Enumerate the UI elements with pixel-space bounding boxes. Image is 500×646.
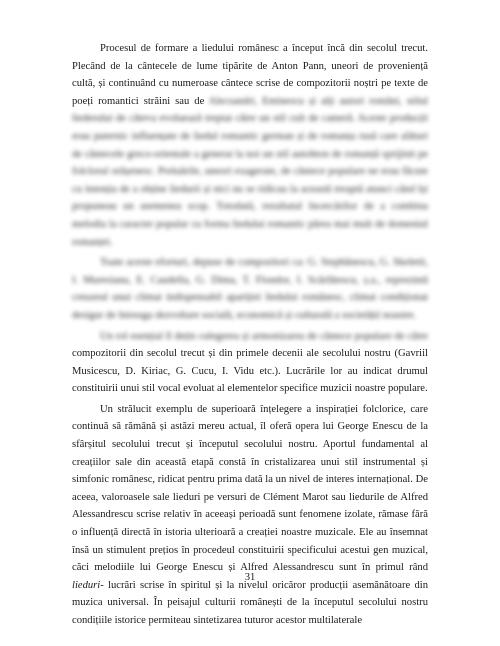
page-number: 31 <box>244 572 256 583</box>
paragraph-4-italic: lieduri <box>72 579 101 591</box>
paragraph-4-text-after: - lucrări scrise în spiritul și la nivelul oricăror producții asemănătoare din muzica universal. În peisajul culturii românești de la începutul secolului nostru condițiile istorice permiteau sintetizarea tuturor acestor multilaterale <box>72 579 428 626</box>
paragraph-3-text: compozitorii din secolul trecut și din primele decenii ale secolului nostru (Gavriil Musicescu, D. Kiriac, G. Cucu, I. Vidu etc.). Lucrările lor au indicat drumul constituirii unui stil vocal evoluat al elementelor specifice muzicii noastre populare. <box>72 348 428 395</box>
paragraph-2-blurred: Toate aceste eforturi, depuse de compozitori ca: G. Stephănescu, G. Skeletti, I. Muresianu, E. Caudella, G. Dima, T. Flondor, I. Scărlătescu, ș.a., reprezintă creuzeul unui climat indispensabil apariției liedului românesc, climat condiționat desigur de întreaga dezvoltare socială, economică și culturală a societății noastre. <box>72 257 428 321</box>
paragraph-4-text: Un strălucit exemplu de superioară înțelegere a inspirației folclorice, care continuă să rămână și astăzi mereu actual, îl oferă opera lui George Enescu de la sfârșitul secolului trecut și începutul secolului nostru. Aportul fundamental al creațiilor sale din această etapă constă în cristalizarea unui stil instrumental și simfonic românesc, ridicat pentru prima dată la un nivel de interes internațional. De aceea, valoroasele sale lieduri pe versuri de Clément Marot sau liedurile de Alfred Alessandrescu scrise relativ în aceeași perioadă sunt fenomene izolate, rămase fără o influență directă în istoria ulterioară a creației noastre muzicale. Ele au însemnat însă un stimulent prețios în procedeul constituirii specificului acestui gen muzical, căci melodiile lui George Enescu și Alfred Alessandrescu sunt în primul rând <box>72 403 428 574</box>
paragraph-1-text: Procesul de formare a liedului românesc a început încă din secolul trecut. Plecând de la cântecele de lume tipărite de Anton Pann, uneori de proveniență cultă, și continuând cu numeroase cântece scrise de compozitorii noștri pe texte de poeți romantici străini sau de <box>72 43 428 107</box>
paragraph-1 <box>72 40 428 251</box>
paragraph-4 <box>72 401 428 630</box>
paragraph-1-blurred-text: Alecsandri, Eminescu și alți autori români, stilul liederului de câteva evoluează treptat către un stil cult de cameră. Aceste producții erau puternic influențate de liedul romantic german și de romanța rusă care alături de cântecele greco-orientale a generat la noi un stil autohton de romanță sprijinit pe folclorul orășenesc. Preluările, uneori exagerate, de cântece populare ne erau fãcute cu intenția de a obține liedurii și nici nu se ridicau la această treaptă atunci când își propuneau un asemenea scop. Totodată, rezultatul încercărilor de a combina melodia la caracter popular cu forma liedului romantic părea mai mult de domeniul romanței. <box>72 95 428 248</box>
paragraph-3-blurred-lead: Un rol esențial îl dețin culegerea și armonizarea de cântece populare de către <box>100 330 428 342</box>
paragraph-3 <box>72 328 428 398</box>
body-text <box>72 40 428 630</box>
